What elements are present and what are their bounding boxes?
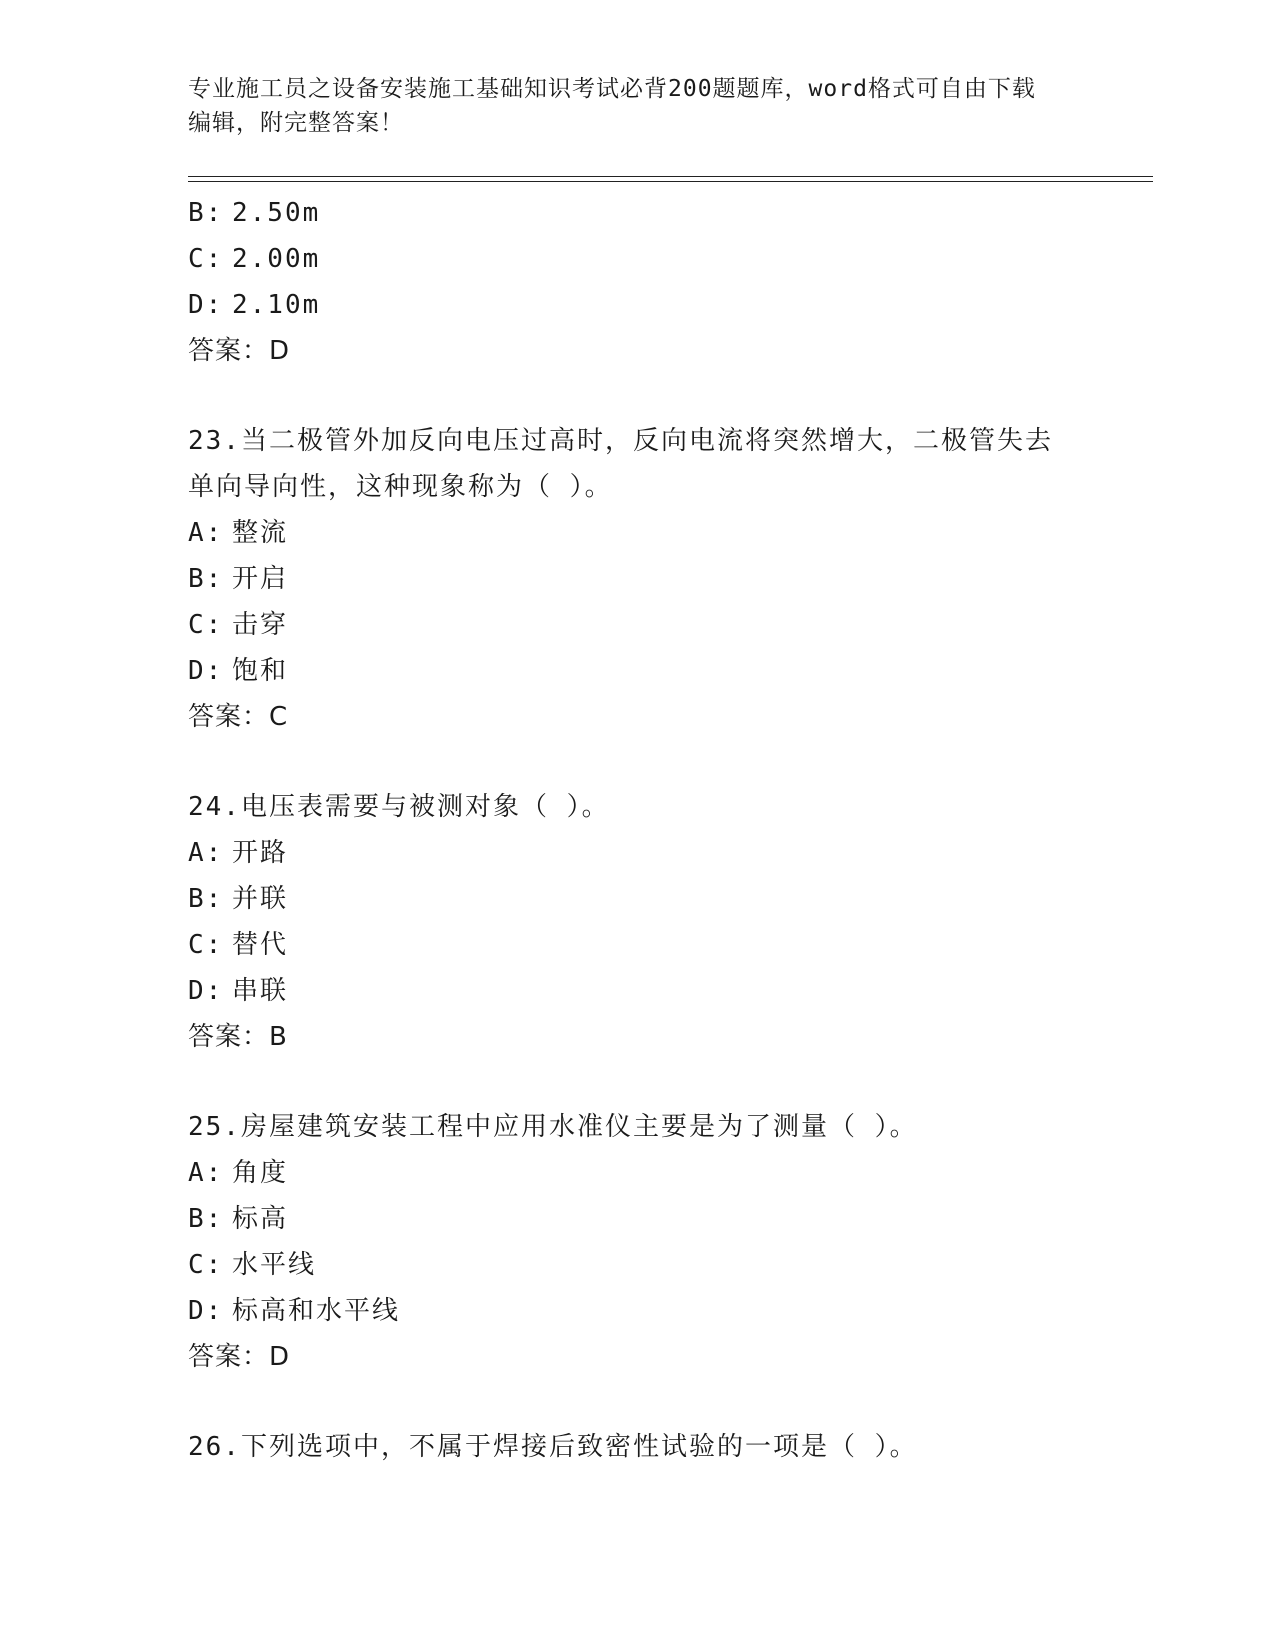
question-stem: 23.当二极管外加反向电压过高时，反向电流将突然增大，二极管失去 bbox=[188, 426, 1053, 456]
header-divider-top bbox=[188, 176, 1153, 177]
option-c bbox=[188, 922, 1088, 968]
option-a bbox=[188, 1150, 1088, 1196]
option-text: 2.00m bbox=[232, 244, 321, 274]
answer-line: 答案：C bbox=[188, 702, 289, 732]
option-letter: D: bbox=[188, 976, 224, 1006]
question-list bbox=[188, 190, 1088, 1470]
answer-line: 答案：B bbox=[188, 1022, 288, 1052]
option-text: 整流 bbox=[232, 518, 289, 548]
option-letter: D: bbox=[188, 290, 224, 320]
option-d bbox=[188, 648, 1088, 694]
question-stem: 26.下列选项中，不属于焊接后致密性试验的一项是（ ）。 bbox=[188, 1432, 918, 1462]
option-text: 替代 bbox=[232, 930, 289, 960]
option-letter: B: bbox=[188, 884, 224, 914]
question-26 bbox=[188, 1424, 1088, 1470]
document-header bbox=[188, 72, 1088, 140]
option-text: 开启 bbox=[232, 564, 289, 594]
option-letter: A: bbox=[188, 1158, 224, 1188]
question-25 bbox=[188, 1104, 1088, 1380]
option-text: 水平线 bbox=[232, 1250, 317, 1280]
option-d bbox=[188, 282, 1088, 328]
option-text: 串联 bbox=[232, 976, 289, 1006]
option-c bbox=[188, 236, 1088, 282]
option-letter: D: bbox=[188, 1296, 224, 1326]
option-text: 标高 bbox=[232, 1204, 289, 1234]
option-c bbox=[188, 1242, 1088, 1288]
answer-line: 答案：D bbox=[188, 336, 291, 366]
option-letter: C: bbox=[188, 610, 224, 640]
option-a bbox=[188, 510, 1088, 556]
option-text: 饱和 bbox=[232, 656, 289, 686]
header-title-line1: 专业施工员之设备安装施工基础知识考试必背200题题库，word格式可自由下载 bbox=[188, 76, 1036, 102]
answer-line: 答案：D bbox=[188, 1342, 291, 1372]
option-b bbox=[188, 876, 1088, 922]
question-24 bbox=[188, 784, 1088, 1060]
option-text: 标高和水平线 bbox=[232, 1296, 401, 1326]
option-letter: B: bbox=[188, 198, 224, 228]
option-a bbox=[188, 830, 1088, 876]
option-text: 2.50m bbox=[232, 198, 321, 228]
option-letter: D: bbox=[188, 656, 224, 686]
header-title-line2: 编辑，附完整答案！ bbox=[188, 110, 404, 136]
option-text: 开路 bbox=[232, 838, 289, 868]
option-letter: B: bbox=[188, 1204, 224, 1234]
question-stem: 24.电压表需要与被测对象（ ）。 bbox=[188, 792, 610, 822]
option-letter: C: bbox=[188, 930, 224, 960]
option-text: 并联 bbox=[232, 884, 289, 914]
question-stem-continued: 单向导向性，这种现象称为（ ）。 bbox=[188, 472, 613, 502]
question-23 bbox=[188, 418, 1088, 740]
option-letter: B: bbox=[188, 564, 224, 594]
option-letter: A: bbox=[188, 838, 224, 868]
option-b bbox=[188, 190, 1088, 236]
option-b bbox=[188, 556, 1088, 602]
option-b bbox=[188, 1196, 1088, 1242]
option-text: 2.10m bbox=[232, 290, 321, 320]
option-text: 击穿 bbox=[232, 610, 289, 640]
question-22-tail bbox=[188, 190, 1088, 374]
header-divider-bottom bbox=[188, 181, 1153, 182]
option-d bbox=[188, 1288, 1088, 1334]
option-c bbox=[188, 602, 1088, 648]
option-d bbox=[188, 968, 1088, 1014]
option-letter: C: bbox=[188, 1250, 224, 1280]
option-letter: A: bbox=[188, 518, 224, 548]
question-stem: 25.房屋建筑安装工程中应用水准仪主要是为了测量（ ）。 bbox=[188, 1112, 918, 1142]
option-letter: C: bbox=[188, 244, 224, 274]
option-text: 角度 bbox=[232, 1158, 289, 1188]
